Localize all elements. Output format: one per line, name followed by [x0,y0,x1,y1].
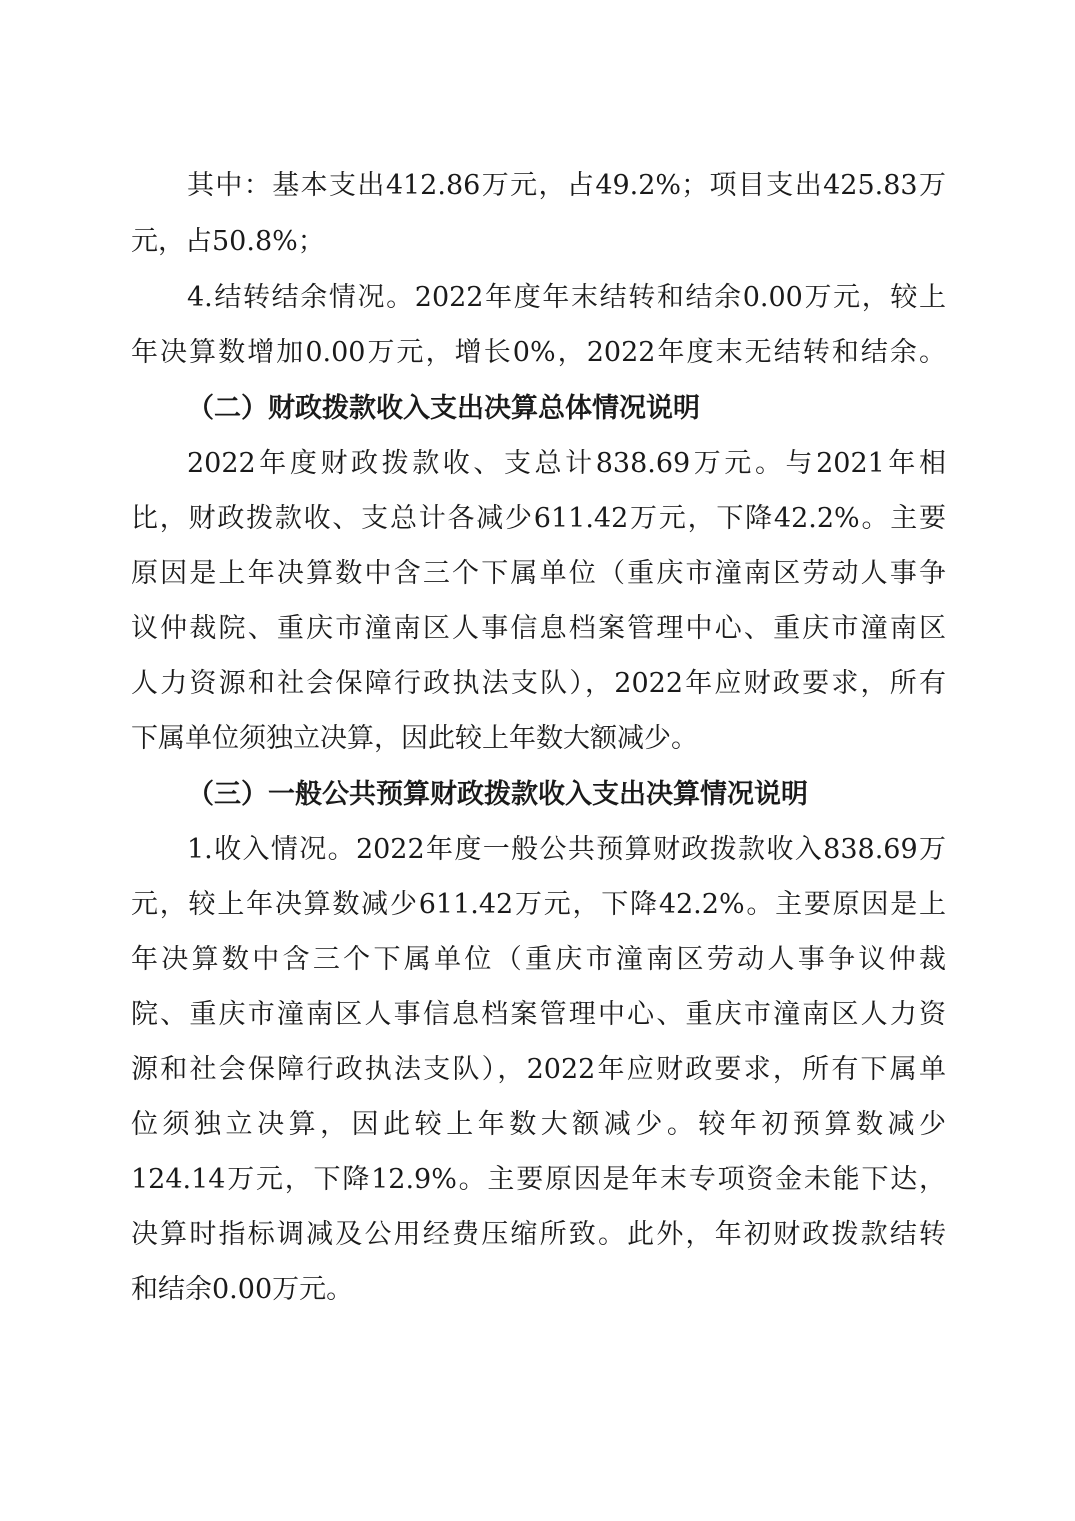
section-heading: （三）一般公共预算财政拨款收入支出决算情况说明 [187,779,808,810]
paragraph-line: 1.收入情况。2022年度一般公共预算财政拨款收入838.69万 [187,834,946,865]
paragraph-line: 其中：基本支出412.86万元，占49.2%；项目支出425.83万 [187,170,946,201]
paragraph-line: 决算时指标调减及公用经费压缩所致。此外，年初财政拨款结转 [131,1219,946,1250]
paragraph-line: 4.结转结余情况。2022年度年末结转和结余0.00万元，较上 [187,282,946,313]
paragraph-line: 元，占50.8%； [131,226,325,257]
section-heading: （二）财政拨款收入支出决算总体情况说明 [187,393,700,424]
paragraph-line: 院、重庆市潼南区人事信息档案管理中心、重庆市潼南区人力资 [131,999,946,1030]
paragraph-line: 比，财政拨款收、支总计各减少611.42万元，下降42.2%。主要 [131,503,946,534]
paragraph-line: 年决算数增加0.00万元，增长0%，2022年度末无结转和结余。 [131,337,946,368]
paragraph-line: 元，较上年决算数减少611.42万元，下降42.2%。主要原因是上 [131,889,946,920]
paragraph-line: 和结余0.00万元。 [131,1274,354,1305]
paragraph-line: 源和社会保障行政执法支队），2022年应财政要求，所有下属单 [131,1054,946,1085]
paragraph-line: 议仲裁院、重庆市潼南区人事信息档案管理中心、重庆市潼南区 [131,613,946,644]
paragraph-line: 原因是上年决算数中含三个下属单位（重庆市潼南区劳动人事争 [131,558,946,589]
paragraph-line: 124.14万元，下降12.9%。主要原因是年末专项资金未能下达， [131,1164,946,1195]
paragraph-line: 人力资源和社会保障行政执法支队），2022年应财政要求，所有 [131,668,946,699]
paragraph-line: 2022年度财政拨款收、支总计838.69万元。与2021年相 [187,448,946,479]
paragraph-line: 位须独立决算，因此较上年数大额减少。较年初预算数减少 [131,1109,946,1140]
paragraph-line: 下属单位须独立决算，因此较上年数大额减少。 [131,723,698,754]
paragraph-line: 年决算数中含三个下属单位（重庆市潼南区劳动人事争议仲裁 [131,944,946,975]
